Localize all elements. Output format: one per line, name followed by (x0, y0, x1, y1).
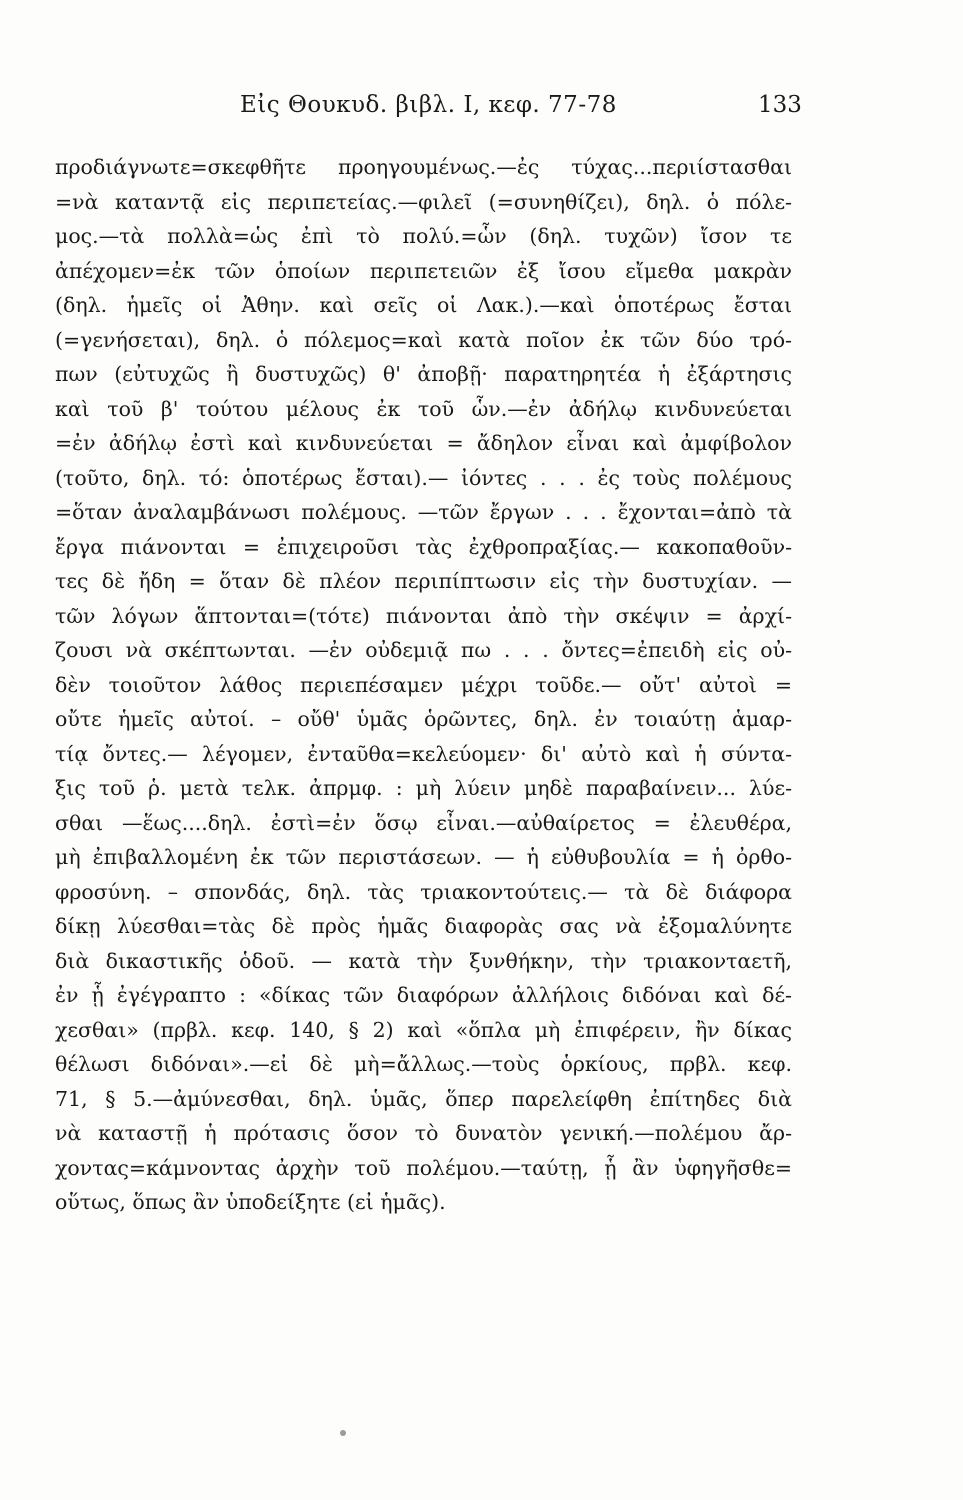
text-line: =ἐν ἀδήλῳ ἐστὶ καὶ κινδυνεύεται = ἄδηλον εἶναι καὶ ἀμφίβολον (55, 431, 792, 455)
text-line: δίκῃ λύεσθαι=τὰς δὲ πρὸς ἡμᾶς διαφορὰς σας νὰ ἐξομαλύνητε (55, 914, 792, 938)
ink-speck (340, 1430, 346, 1436)
text-line: =νὰ καταντᾷ εἰς περιπετείας.—φιλεῖ (=συνηθίζει), δηλ. ὁ πόλε- (55, 189, 792, 214)
text-line: προδιάγνωτε=σκεφθῆτε προηγουμένως.—ἐς τύχας...περιίστασθαι (55, 155, 792, 179)
text-line: ἐν ᾗ ἐγέγραπτο : «δίκας τῶν διαφόρων ἀλλήλοις διδόναι καὶ δέ- (55, 983, 792, 1007)
text-line: χοντας=κάμνοντας ἀρχὴν τοῦ πολέμου.—ταύτῃ, ᾗ ἂν ὑφηγῆσθε= (55, 1155, 792, 1180)
text-line: (τοῦτο, δηλ. τό: ὁποτέρως ἔσται).— ἰόντες . . . ἐς τοὺς πολέμους (55, 465, 792, 490)
text-line: =ὅταν ἀναλαμβάνωσι πολέμους. —τῶν ἔργων . . . ἔχονται=ἀπὸ τὰ (55, 500, 792, 524)
running-header (240, 92, 820, 124)
text-line: θέλωσι διδόναι».—εἰ δὲ μὴ=ἄλλως.—τοὺς ὁρκίους, πρβλ. κεφ. (55, 1052, 792, 1076)
text-line: καὶ τοῦ β' τούτου μέλους ἐκ τοῦ ὧν.—ἐν ἀδήλῳ κινδυνεύεται (55, 396, 792, 421)
text-line: σθαι —ἕως....δηλ. ἐστὶ=ἐν ὅσῳ εἶναι.—αὐθαίρετος = ἐλευθέρα, (55, 810, 792, 835)
text-line: χεσθαι» (πρβλ. κεφ. 140, § 2) καὶ «ὅπλα μὴ ἐπιφέρειν, ἢν δίκας (55, 1017, 792, 1042)
commentary-text (55, 150, 792, 1220)
text-line: ἔργα πιάνονται = ἐπιχειροῦσι τὰς ἐχθροπραξίας.— κακοπαθοῦν- (55, 534, 792, 559)
text-line: (=γενήσεται), δηλ. ὁ πόλεμος=καὶ κατὰ ποῖον ἐκ τῶν δύο τρό- (55, 327, 792, 352)
text-line: οὕτως, ὅπως ἂν ὑποδείξητε (εἰ ἡμᾶς). (55, 1190, 446, 1214)
text-line: τες δὲ ἤδη = ὅταν δὲ πλέον περιπίπτωσιν εἰς τὴν δυστυχίαν. — (55, 569, 792, 593)
text-line: μος.—τὰ πολλὰ=ὡς ἐπὶ τὸ πολύ.=ὧν (δηλ. τυχῶν) ἴσον τε (55, 224, 792, 248)
running-title: Εἰς Θουκυδ. βιβλ. I, κεφ. 77-78 (240, 92, 617, 118)
text-line: (δηλ. ἡμεῖς οἱ Ἀθην. καὶ σεῖς οἱ Λακ.).—καὶ ὁποτέρως ἔσται (55, 293, 792, 317)
text-line: τῶν λόγων ἅπτονται=(τότε) πιάνονται ἀπὸ τὴν σκέψιν = ἀρχί- (55, 603, 792, 628)
text-line: πων (εὐτυχῶς ἢ δυστυχῶς) θ' ἀποβῇ· παρατηρητέα ἡ ἐξάρτησις (55, 362, 792, 386)
text-line: ζουσι νὰ σκέπτωνται. —ἐν οὐδεμιᾷ πω . . . ὄντες=ἐπειδὴ εἰς οὐ- (55, 638, 792, 662)
text-line: μὴ ἐπιβαλλομένη ἐκ τῶν περιστάσεων. — ἡ εὐθυβουλία = ἡ ὀρθο- (55, 845, 792, 869)
text-line: διὰ δικαστικῆς ὁδοῦ. — κατὰ τὴν ξυνθήκην, τὴν τριακονταετῆ, (55, 948, 792, 973)
text-line: οὔτε ἡμεῖς αὐτοί. – οὔθ' ὑμᾶς ὁρῶντες, δηλ. ἐν τοιαύτῃ ἁμαρ- (55, 707, 792, 731)
text-line: δὲν τοιοῦτον λάθος περιεπέσαμεν μέχρι τοῦδε.— οὔτ' αὐτοὶ = (55, 672, 792, 697)
text-line: ἀπέχομεν=ἐκ τῶν ὁποίων περιπετειῶν ἐξ ἴσου εἴμεθα μακρὰν (55, 258, 792, 283)
text-line: 71, § 5.—ἀμύνεσθαι, δηλ. ὑμᾶς, ὅπερ παρελείφθη ἐπίτηδες διὰ (55, 1086, 792, 1111)
text-line: φροσύνη. – σπονδάς, δηλ. τὰς τριακοντούτεις.— τὰ δὲ διάφορα (55, 879, 792, 904)
text-line: τίᾳ ὄντες.— λέγομεν, ἐνταῦθα=κελεύομεν· δι' αὐτὸ καὶ ἡ σύντα- (55, 741, 792, 766)
text-line: ξις τοῦ ῥ. μετὰ τελκ. ἀπρμφ. : μὴ λύειν μηδὲ παραβαίνειν... λύε- (55, 776, 792, 800)
page-number: 133 (758, 92, 802, 118)
text-line: νὰ καταστῇ ἡ πρότασις ὅσον τὸ δυνατὸν γενική.—πολέμου ἄρ- (55, 1121, 792, 1145)
